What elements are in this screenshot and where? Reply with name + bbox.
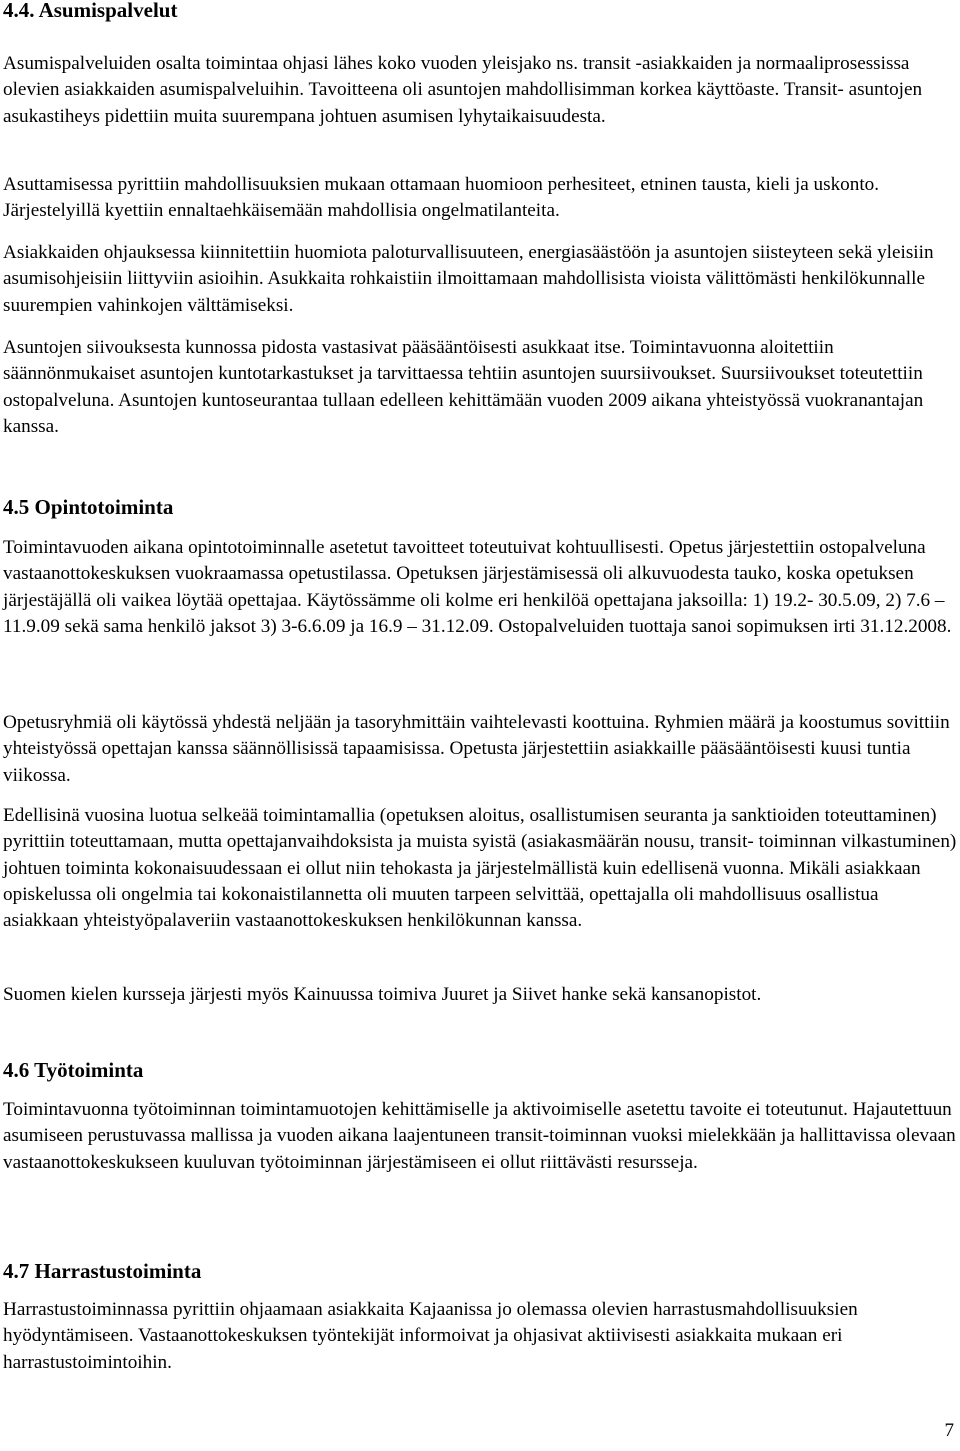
paragraph: Asumispalveluiden osalta toimintaa ohjasi lähes koko vuoden yleisjako ns. transit -asiakkaiden ja normaaliprosessissa olevien asiakkaiden asumispalveluihin. Tavoitteena oli asuntojen mahdollisimman korkea käyttöaste. Transit- asuntojen asukastiheys pidettiin muita suurempana johtuen asumisen lyhytaikaisuudesta. bbox=[3, 53, 923, 127]
paragraph: Edellisinä vuosina luotua selkeää toimintamallia (opetuksen aloitus, osallistumisen seuranta ja sanktioiden toteuttaminen) pyrittiin toteuttamaan, mutta opettajanvaihdoksista ja muista syistä (asiakasmäärän nousu, transit- toiminnan vilkastuminen) johtuen toiminta kokonaisuudessaan ei ollut niin tehokasta ja järjestelmällistä kuin edellisenä vuonna. Mikäli asiakkaan opiskelussa oli ongelmia tai kokonaistilannetta oli muuten tarpeen selvittää, opettajalla oli mahdollisuus osallistua asiakkaan yhteistyöpalaveriin vastaanottokeskuksen henkilökunnan kanssa. bbox=[3, 805, 957, 932]
paragraph: Asuntojen siivouksesta kunnossa pidosta vastasivat pääsääntöisesti asukkaat itse. Toimintavuonna aloitettiin säännönmukaiset asuntojen kuntotarkastukset ja tarvittaessa tehtiin asuntojen suursiivoukset. Suursiivoukset toteutettiin ostopalveluna. Asuntojen kuntoseurantaa tullaan edelleen kehittämään vuoden 2009 aikana yhteistyössä vuokranantajan kanssa. bbox=[3, 337, 924, 437]
section-heading-opintotoiminta: 4.5 Opintotoiminta bbox=[3, 495, 174, 519]
paragraph: Opetusryhmiä oli käytössä yhdestä neljään ja tasoryhmittäin vaihtelevasti koottuina. Ryhmien määrä ja koostumus sovittiin yhteistyössä opettajan kanssa säännöllisissä tapaamisissa. Opetusta järjestettiin asiakkaille pääsääntöisesti kuusi tuntia viikossa. bbox=[3, 712, 950, 786]
paragraph: Toimintavuoden aikana opintotoiminnalle asetetut tavoitteet toteutuivat kohtuullisesti. Opetus järjestettiin ostopalveluna vastaanottokeskuksen vuokraamassa opetustilassa. Opetuksen järjestämisessä oli alkuvuodesta tauko, koska opetuksen järjestäjällä oli vaikea löytää opettajaa. Käytössämme oli kolme eri henkilöä opettajana jaksoilla: 1) 19.2- 30.5.09, 2) 7.6 – 11.9.09 sekä sama henkilö jaksot 3) 3-6.6.09 ja 16.9 – 31.12.09. Ostopalveluiden tuottaja sanoi sopimuksen irti 31.12.2008. bbox=[3, 537, 952, 637]
paragraph: Toimintavuonna työtoiminnan toimintamuotojen kehittämiselle ja aktivoimiselle asetettu tavoite ei toteutunut. Hajautettuun asumiseen perustuvassa mallissa ja vuoden aikana laajentuneen transit-toiminnan vuoksi mielekkään ja hallittavissa olevaan vastaanottokeskukseen kuuluvan työtoiminnan järjestämiseen ei ollut riittävästi resursseja. bbox=[3, 1099, 956, 1173]
section-heading-tyotoiminta: 4.6 Työtoiminta bbox=[3, 1058, 144, 1082]
paragraph: Asiakkaiden ohjauksessa kiinnitettiin huomiota paloturvallisuuteen, energiasäästöön ja asuntojen siisteyteen sekä yleisiin asumisohjeisiin liittyviin asioihin. Asukkaita rohkaistiin ilmoittamaan mahdollisista vioista välittömästi henkilökunnalle suurempien vahinkojen välttämiseksi. bbox=[3, 242, 934, 316]
section-heading-harrastustoiminta: 4.7 Harrastustoiminta bbox=[3, 1259, 202, 1283]
page-number: 7 bbox=[944, 1420, 954, 1441]
section-heading-asumispalvelut: 4.4. Asumispalvelut bbox=[3, 0, 178, 22]
paragraph: Asuttamisessa pyrittiin mahdollisuuksien mukaan ottamaan huomioon perhesiteet, etninen tausta, kieli ja uskonto. Järjestelyillä kyettiin ennaltaehkäisemään mahdollisia ongelmatilanteita. bbox=[3, 174, 880, 222]
paragraph: Suomen kielen kursseja järjesti myös Kainuussa toimiva Juuret ja Siivet hanke sekä kansanopistot. bbox=[3, 984, 762, 1005]
paragraph: Harrastustoiminnassa pyrittiin ohjaamaan asiakkaita Kajaanissa jo olemassa olevien harrastusmahdollisuuksien hyödyntämiseen. Vastaanottokeskuksen työntekijät informoivat ja ohjasivat aktiivisesti asiakkaita mukaan eri harrastustoimintoihin. bbox=[3, 1299, 858, 1373]
